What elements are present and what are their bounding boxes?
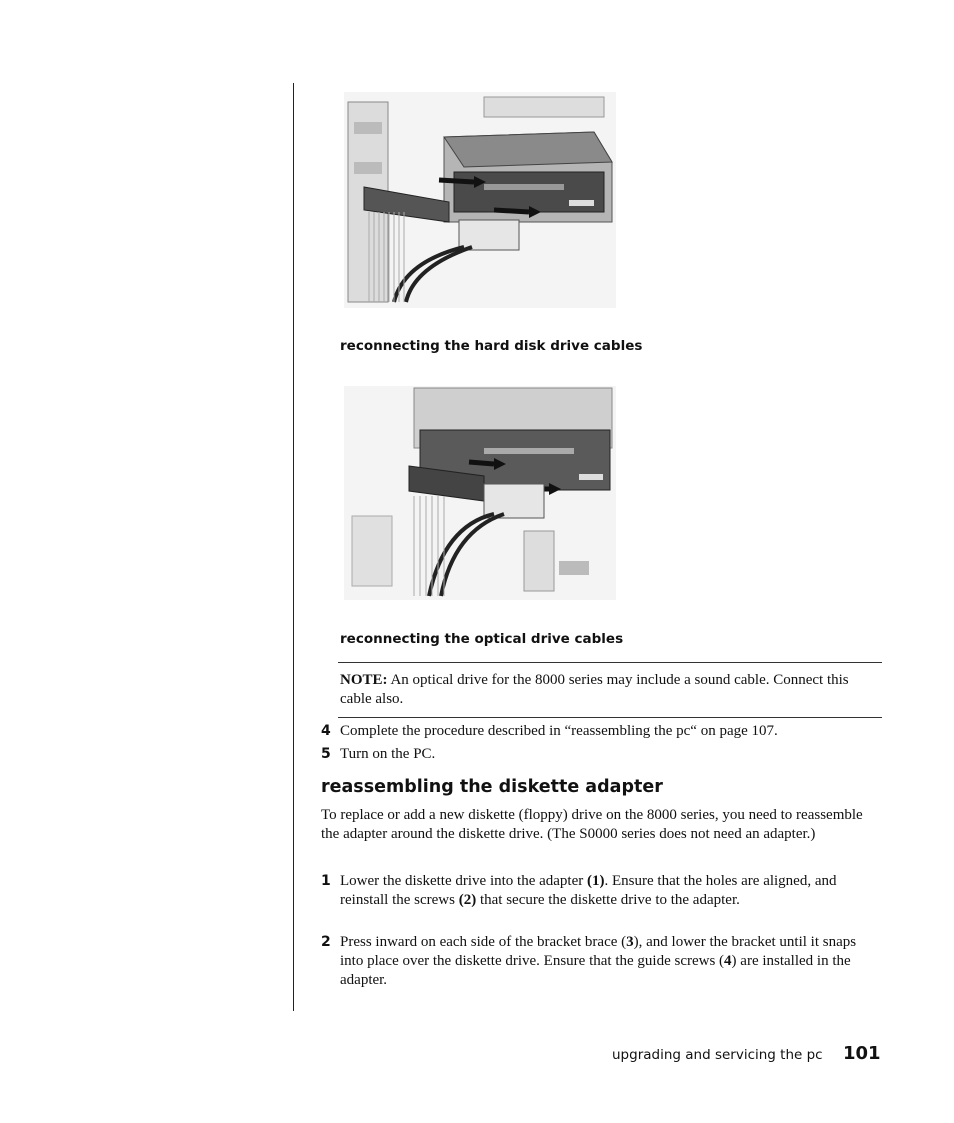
note-body: An optical drive for the 8000 series may include a sound cable. Connect this cable also.: [340, 672, 849, 707]
step-number: 4: [321, 723, 331, 739]
callout-number: 4: [724, 953, 732, 969]
optical-drive-illustration: [344, 386, 616, 600]
step-text-part: ) are installed in the adapter.: [340, 953, 851, 988]
step-text-part: . Ensure that the holes are aligned, and reinstall the screws: [340, 873, 837, 908]
step-text: [340, 933, 883, 990]
figure-hard-disk-drive: [344, 92, 616, 308]
step-number: 5: [321, 746, 331, 762]
note-label: NOTE:: [340, 672, 388, 688]
section-heading: reassembling the diskette adapter: [321, 777, 663, 797]
figure-optical-drive: [344, 386, 616, 600]
note-box: [338, 662, 882, 718]
figure-caption: reconnecting the hard disk drive cables: [340, 338, 643, 354]
step-text: Turn on the PC.: [340, 746, 436, 762]
list-item: [321, 933, 883, 990]
step-number: 1: [321, 873, 331, 889]
step-text-part: Lower the diskette drive into the adapter: [340, 873, 587, 889]
figure-caption: reconnecting the optical drive cables: [340, 631, 624, 647]
margin-rule: [293, 83, 294, 1011]
hard-disk-drive-illustration: [344, 92, 616, 308]
callout-number: (2): [458, 892, 477, 908]
list-item: [321, 745, 883, 764]
section-intro: To replace or add a new diskette (floppy) drive on the 8000 series, you need to reassemble the adapter around the diskette drive. (The S0000 series does not need an adapter.): [321, 807, 863, 842]
step-number: 2: [321, 934, 331, 950]
callout-number: 3: [626, 934, 634, 950]
list-item: [321, 722, 883, 741]
page-number: 101: [843, 1043, 881, 1064]
step-text: [340, 872, 883, 910]
note-text: [340, 671, 882, 709]
step-text-part: ), and lower the bracket until it snaps into place over the diskette drive. Ensure that the guide screws (: [340, 934, 857, 969]
running-footer: upgrading and servicing the pc: [612, 1047, 823, 1063]
callout-number: (1): [587, 873, 605, 889]
list-item: [321, 872, 883, 910]
step-text-part: Press inward on each side of the bracket brace (: [340, 934, 627, 950]
step-text-part: that secure the diskette drive to the adapter.: [476, 892, 740, 908]
step-text: Complete the procedure described in “reassembling the pc“ on page 107.: [340, 723, 778, 739]
